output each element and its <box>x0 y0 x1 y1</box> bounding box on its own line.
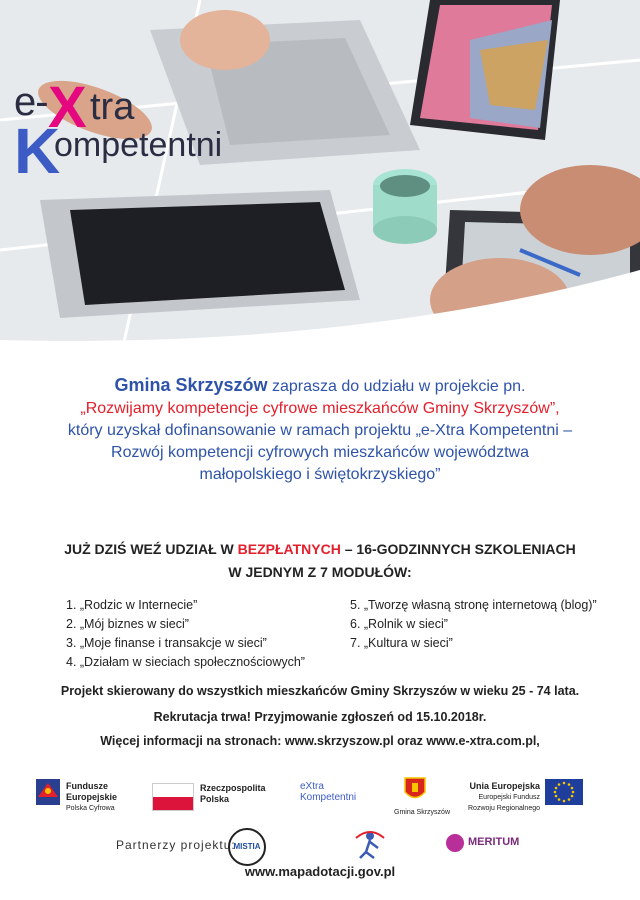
meritum-icon <box>446 834 464 852</box>
list-item: 5. „Tworzę własną stronę internetową (blog)” <box>350 598 597 612</box>
organizer-name: Gmina Skrzyszów <box>114 375 268 395</box>
partners-label: Partnerzy projektu: <box>116 838 236 852</box>
list-item: 6. „Rolnik w sieci” <box>350 617 448 631</box>
polish-flag-icon <box>152 783 194 811</box>
list-item: 3. „Moje finanse i transakcje w sieci” <box>66 636 267 650</box>
extra-small-logo: eXtra Kompetentni <box>300 781 357 803</box>
training-headline: JUŻ DZIŚ WEŹ UDZIAŁ W BEZPŁATNYCH – 16-GODZINNYCH SZKOLENIACH W JEDNYM Z 7 MODUŁÓW: <box>64 541 576 580</box>
partner-runner-logo-icon <box>352 830 388 860</box>
more-info: Więcej informacji na stronach: www.skrzyszow.pl oraz www.e-xtra.com.pl, <box>100 734 540 748</box>
mistia-logo: MISTIA <box>228 828 266 866</box>
fundusze-europejskie-logo-icon <box>34 777 62 807</box>
gmina-crest-icon <box>404 777 426 803</box>
footer-url: www.mapadotacji.gov.pl <box>244 864 396 879</box>
hero-illustration <box>0 0 640 360</box>
project-title: „Rozwijamy kompetencje cyfrowe mieszkańców Gminy Skrzyszów”, <box>80 400 560 417</box>
fundusze-label: Fundusze Europejskie Polska Cyfrowa <box>66 781 118 812</box>
list-item: 4. „Działam w sieciach społecznościowych” <box>66 655 305 669</box>
eu-flag-icon <box>545 779 583 805</box>
list-item: 7. „Kultura w sieci” <box>350 636 453 650</box>
list-item: 2. „Mój biznes w sieci” <box>66 617 189 631</box>
list-item: 1. „Rodzic w Internecie” <box>66 598 198 612</box>
rzeczpospolita-label: Rzeczpospolita Polska <box>200 783 266 804</box>
extra-kompetentni-logo: e- X tra K ompetentni <box>14 75 223 187</box>
modules-list-left <box>66 596 305 672</box>
target-audience: Projekt skierowany do wszystkich mieszkańców Gminy Skrzyszów w wieku 25 - 74 lata. <box>60 684 580 698</box>
free-highlight: BEZPŁATNYCH <box>237 541 341 557</box>
recruitment-info: Rekrutacja trwa! Przyjmowanie zgłoszeń od 15.10.2018r. <box>153 710 487 724</box>
funding-logos <box>0 775 640 819</box>
ue-label: Unia Europejska Europejski Fundusz Rozwoju Regionalnego <box>468 781 540 812</box>
meritum-logo: MERITUM <box>468 836 520 848</box>
modules-list-right <box>350 596 597 653</box>
intro-text: Gmina Skrzyszów zaprasza do udziału w projekcie pn. „Rozwijamy kompetencje cyfrowe mieszkańców Gminy Skrzyszów”, który uzyskał dofinansowanie w ramach projektu „e-Xtra Kompetentni – Rozwój kompetencji cyfrowych mieszkańców województwa małopolskiego i świętokrzyskiego” <box>20 374 620 486</box>
gmina-label: Gmina Skrzyszów <box>394 809 451 816</box>
hero-photo <box>0 0 640 360</box>
